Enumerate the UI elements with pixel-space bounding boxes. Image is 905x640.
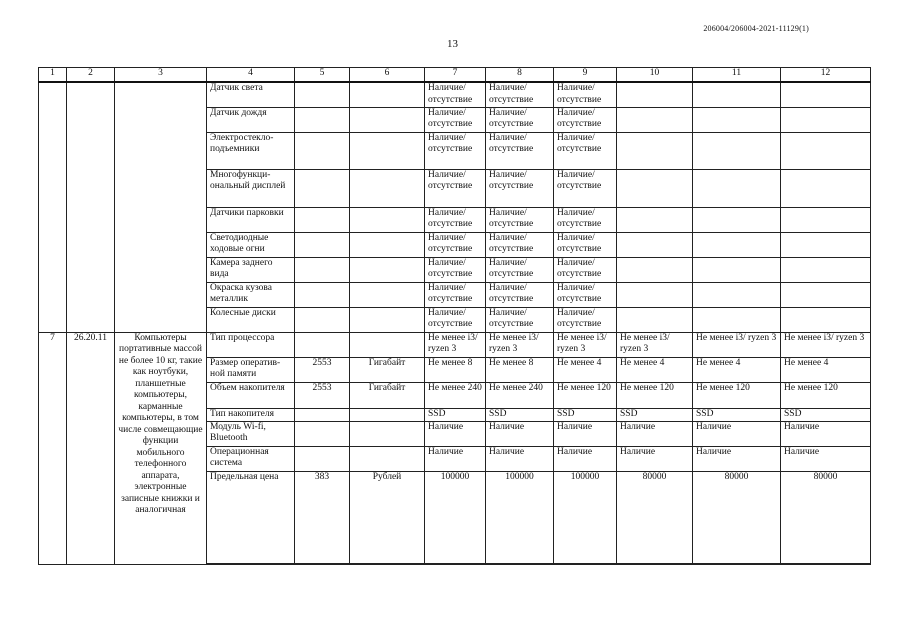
col-header: 7 xyxy=(425,68,486,83)
col-header: 11 xyxy=(693,68,781,83)
value-cell: Наличие xyxy=(781,421,871,446)
characteristic-cell: Датчик дождя xyxy=(207,107,295,132)
value-cell: Наличие/ отсутствие xyxy=(425,257,486,282)
value-cell: SSD xyxy=(486,408,554,421)
value-cell: 100000 xyxy=(554,471,617,563)
item-code-cell xyxy=(67,82,115,332)
value-cell: Не менее 4 xyxy=(693,357,781,382)
characteristic-cell: Датчик света xyxy=(207,82,295,107)
value-cell: Не менее i3/ ryzen 3 xyxy=(617,332,693,357)
value-cell: Наличие/ отсутствие xyxy=(486,257,554,282)
value-cell: Наличие xyxy=(425,446,486,471)
value-cell: Наличие/ отсутствие xyxy=(554,169,617,207)
unit-name-cell xyxy=(350,421,425,446)
col-header: 10 xyxy=(617,68,693,83)
item-number-cell xyxy=(39,82,67,332)
characteristic-cell: Размер оператив-ной памяти xyxy=(207,357,295,382)
value-cell: 80000 xyxy=(617,471,693,563)
characteristic-cell: Электростекло-подъемники xyxy=(207,132,295,169)
column-number-row xyxy=(39,68,871,83)
col-header: 4 xyxy=(207,68,295,83)
characteristic-cell: Камера заднего вида xyxy=(207,257,295,282)
unit-name-cell xyxy=(350,332,425,357)
value-cell: Наличие/ отсутствие xyxy=(486,169,554,207)
value-cell: Наличие/ отсутствие xyxy=(554,132,617,169)
characteristic-cell: Объем накопителя xyxy=(207,382,295,408)
value-cell: Не менее i3/ ryzen 3 xyxy=(554,332,617,357)
characteristic-cell: Модуль Wi-fi, Bluetooth xyxy=(207,421,295,446)
value-cell: Не менее i3/ ryzen 3 xyxy=(781,332,871,357)
value-cell: Наличие xyxy=(486,446,554,471)
value-cell: Наличие/ отсутствие xyxy=(425,207,486,232)
value-cell: Наличие/ отсутствие xyxy=(486,107,554,132)
unit-code-cell xyxy=(295,332,350,357)
value-cell: SSD xyxy=(693,408,781,421)
value-cell: Не менее i3/ ryzen 3 xyxy=(486,332,554,357)
value-cell: Наличие xyxy=(693,446,781,471)
table-row xyxy=(39,82,871,107)
specification-table xyxy=(38,67,871,565)
unit-name-cell xyxy=(350,408,425,421)
unit-name-cell: Гигабайт xyxy=(350,357,425,382)
value-cell: Не менее 120 xyxy=(617,382,693,408)
value-cell: Наличие xyxy=(425,421,486,446)
value-cell: 80000 xyxy=(781,471,871,563)
characteristic-cell: Тип процессора xyxy=(207,332,295,357)
value-cell: Наличие/ отсутствие xyxy=(554,257,617,282)
value-cell: Не менее 240 xyxy=(425,382,486,408)
characteristic-cell: Датчики парковки xyxy=(207,207,295,232)
value-cell: Не менее i3/ ryzen 3 xyxy=(693,332,781,357)
value-cell: Наличие/ отсутствие xyxy=(425,282,486,307)
value-cell: 100000 xyxy=(486,471,554,563)
value-cell: Наличие/ отсутствие xyxy=(425,232,486,257)
value-cell: Наличие/ отсутствие xyxy=(554,82,617,107)
value-cell: Не менее 4 xyxy=(554,357,617,382)
value-cell: Не менее 4 xyxy=(617,357,693,382)
characteristic-cell: Многофункци-ональный дисплей xyxy=(207,169,295,207)
value-cell: Наличие xyxy=(617,446,693,471)
page-number: 13 xyxy=(447,38,458,50)
value-cell: Наличие xyxy=(486,421,554,446)
value-cell: 80000 xyxy=(693,471,781,563)
col-header: 6 xyxy=(350,68,425,83)
value-cell: Не менее i3/ ryzen 3 xyxy=(425,332,486,357)
item-name-cell xyxy=(115,82,207,332)
value-cell: Наличие/ отсутствие xyxy=(554,307,617,332)
table-row xyxy=(39,332,871,357)
value-cell: Наличие xyxy=(554,446,617,471)
value-cell: Не менее 120 xyxy=(781,382,871,408)
col-header: 1 xyxy=(39,68,67,83)
value-cell: Не менее 240 xyxy=(486,382,554,408)
value-cell: SSD xyxy=(781,408,871,421)
unit-code-cell: 2553 xyxy=(295,382,350,408)
value-cell: Наличие/ отсутствие xyxy=(554,232,617,257)
characteristic-cell: Операционная система xyxy=(207,446,295,471)
value-cell: Наличие/ отсутствие xyxy=(554,107,617,132)
unit-code-cell xyxy=(295,446,350,471)
characteristic-cell: Тип накопителя xyxy=(207,408,295,421)
col-header: 5 xyxy=(295,68,350,83)
unit-code-cell xyxy=(295,408,350,421)
value-cell: Наличие/ отсутствие xyxy=(425,107,486,132)
unit-code-cell: 2553 xyxy=(295,357,350,382)
characteristic-cell: Предельная цена xyxy=(207,471,295,563)
item-number-cell: 7 xyxy=(39,332,67,564)
value-cell: Наличие/ отсутствие xyxy=(486,282,554,307)
value-cell: Наличие/ отсутствие xyxy=(486,132,554,169)
value-cell: Наличие/ отсутствие xyxy=(486,307,554,332)
value-cell: Наличие/ отсутствие xyxy=(425,169,486,207)
value-cell: Не менее 8 xyxy=(486,357,554,382)
value-cell: Наличие xyxy=(554,421,617,446)
document-id: 206004/206004-2021-11129(1) xyxy=(703,24,809,33)
value-cell: Наличие xyxy=(693,421,781,446)
value-cell: Не менее 120 xyxy=(554,382,617,408)
value-cell: 100000 xyxy=(425,471,486,563)
unit-code-cell xyxy=(295,421,350,446)
characteristic-cell: Светодиодные ходовые огни xyxy=(207,232,295,257)
value-cell: Не менее 120 xyxy=(693,382,781,408)
value-cell: Наличие/ отсутствие xyxy=(425,82,486,107)
value-cell: Наличие/ отсутствие xyxy=(554,282,617,307)
value-cell: Наличие xyxy=(781,446,871,471)
characteristic-cell: Колесные диски xyxy=(207,307,295,332)
value-cell: SSD xyxy=(425,408,486,421)
characteristic-cell: Окраска кузова металлик xyxy=(207,282,295,307)
value-cell: Наличие/ отсутствие xyxy=(554,207,617,232)
col-header: 2 xyxy=(67,68,115,83)
unit-name-cell: Рублей xyxy=(350,471,425,563)
value-cell: Не менее 8 xyxy=(425,357,486,382)
col-header: 12 xyxy=(781,68,871,83)
value-cell: Наличие/ отсутствие xyxy=(486,82,554,107)
value-cell: Наличие/ отсутствие xyxy=(425,307,486,332)
value-cell: Не менее 4 xyxy=(781,357,871,382)
value-cell: Наличие xyxy=(617,421,693,446)
value-cell: SSD xyxy=(554,408,617,421)
col-header: 8 xyxy=(486,68,554,83)
col-header: 9 xyxy=(554,68,617,83)
col-header: 3 xyxy=(115,68,207,83)
item-code-cell: 26.20.11 xyxy=(67,332,115,564)
item-name-cell: Компьютеры портативные массой не более 10 кг, такие как ноутбуки, планшетные компьютеры, карманные компьютеры, в том числе совмещающие функции мобильного телефонного аппарата, электронные записные книжки и аналогичная xyxy=(115,332,207,564)
value-cell: Наличие/ отсутствие xyxy=(486,207,554,232)
unit-code-cell: 383 xyxy=(295,471,350,563)
value-cell: Наличие/ отсутствие xyxy=(486,232,554,257)
value-cell: SSD xyxy=(617,408,693,421)
value-cell: Наличие/ отсутствие xyxy=(425,132,486,169)
unit-name-cell: Гигабайт xyxy=(350,382,425,408)
unit-name-cell xyxy=(350,446,425,471)
